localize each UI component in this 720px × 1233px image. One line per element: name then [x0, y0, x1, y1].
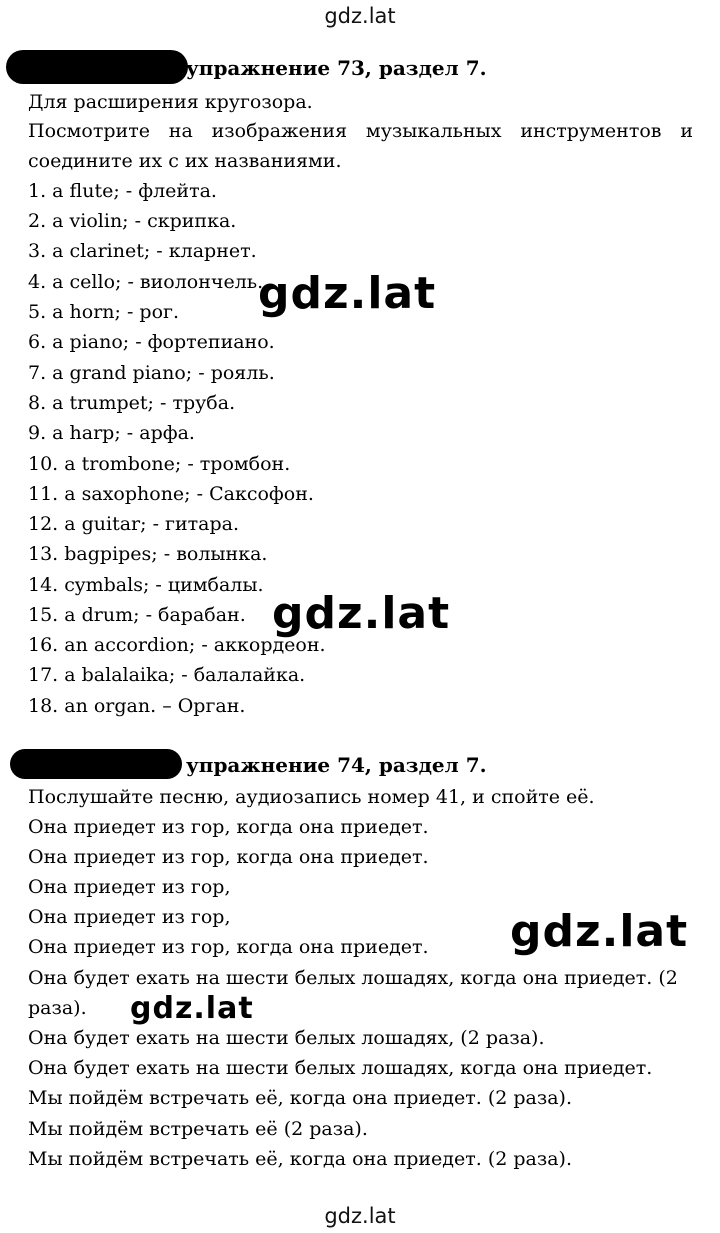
list-item: 18. an organ. – Орган. [28, 695, 246, 717]
song-line: Она будет ехать на шести белых лошадях, когда она приедет. (2 [28, 967, 678, 989]
song-line: Она приедет из гор, когда она приедет. [28, 846, 429, 868]
song-line: Мы пойдём встречать её, когда она приедет. (2 раза). [28, 1087, 572, 1109]
list-item: 3. a clarinet; - кларнет. [28, 240, 257, 262]
list-item: 4. a cello; - виолончель. [28, 271, 264, 293]
watermark: gdz.lat [272, 588, 451, 639]
song-line: Послушайте песню, аудиозапись номер 41, и спойте её. [28, 786, 595, 808]
watermark: gdz.lat [130, 991, 254, 1026]
list-item: 6. a piano; - фортепиано. [28, 331, 275, 353]
exercise-73-intro: Для расширения кругозора. [28, 91, 313, 113]
song-line: Она приедет из гор, [28, 876, 231, 898]
list-item: 2. a violin; - скрипка. [28, 210, 237, 232]
exercise-73-instruction-line2: соедините их с их названиями. [28, 150, 342, 172]
list-item: 14. cymbals; - цимбалы. [28, 574, 264, 596]
list-item: 11. a saxophone; - Саксофон. [28, 483, 314, 505]
list-item: 8. a trumpet; - труба. [28, 392, 236, 414]
exercise-74-heading: упражнение 74, раздел 7. [186, 753, 487, 777]
list-item: 10. a trombone; - тромбон. [28, 453, 291, 475]
exercise-73-heading: упражнение 73, раздел 7. [186, 56, 487, 80]
watermark: gdz.lat [510, 906, 689, 957]
song-line: Она будет ехать на шести белых лошадях, (2 раза). [28, 1027, 545, 1049]
redacted-label [10, 749, 182, 779]
list-item: 9. a harp; - арфа. [28, 422, 195, 444]
song-line: Она будет ехать на шести белых лошадях, когда она приедет. [28, 1057, 653, 1079]
song-line: Она приедет из гор, когда она приедет. [28, 936, 429, 958]
list-item: 15. a drum; - барабан. [28, 604, 246, 626]
song-line: Мы пойдём встречать её, когда она приедет. (2 раза). [28, 1148, 572, 1170]
song-line: раза). [28, 997, 87, 1019]
list-item: 13. bagpipes; - волынка. [28, 543, 268, 565]
watermark: gdz.lat [258, 268, 437, 319]
redacted-label [6, 50, 188, 84]
site-footer: gdz.lat [324, 1204, 396, 1228]
exercise-73-instruction-line1: Посмотрите на изображения музыкальных инструментов и [28, 120, 693, 142]
site-header: gdz.lat [324, 4, 396, 28]
song-line: Мы пойдём встречать её (2 раза). [28, 1118, 368, 1140]
list-item: 17. a balalaika; - балалайка. [28, 664, 306, 686]
list-item: 5. a horn; - рог. [28, 301, 180, 323]
list-item: 1. a flute; - флейта. [28, 180, 217, 202]
list-item: 16. an accordion; - аккордеон. [28, 634, 326, 656]
list-item: 7. a grand piano; - рояль. [28, 362, 275, 384]
song-line: Она приедет из гор, [28, 906, 231, 928]
list-item: 12. a guitar; - гитара. [28, 513, 240, 535]
song-line: Она приедет из гор, когда она приедет. [28, 816, 429, 838]
